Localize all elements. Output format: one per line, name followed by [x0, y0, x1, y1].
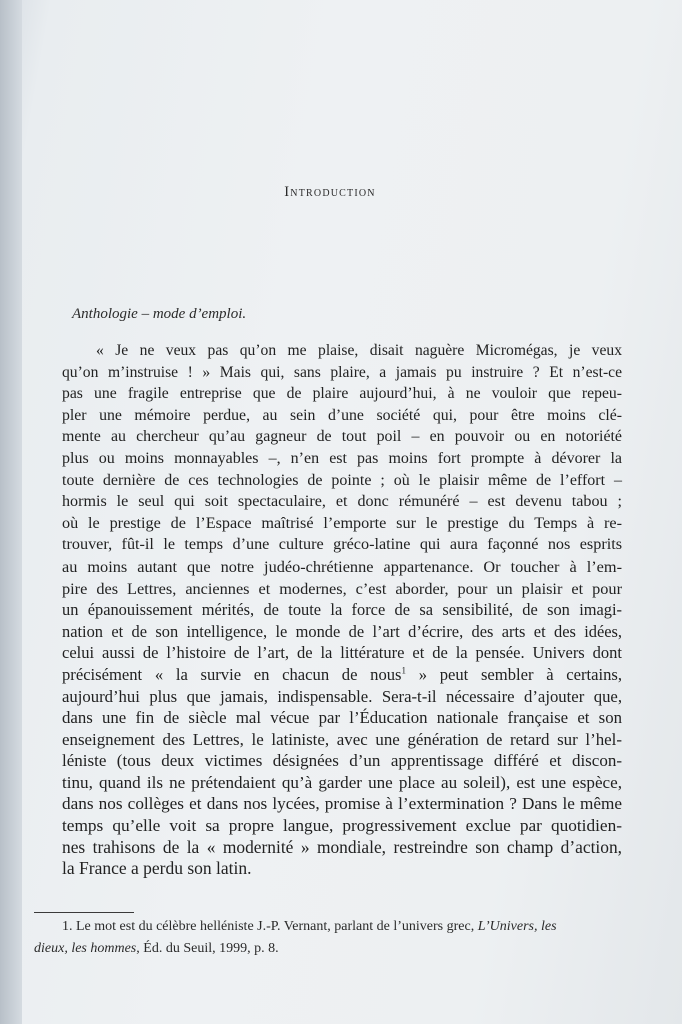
- footnote-ref: 1: [401, 665, 407, 676]
- text-line: [62, 664, 622, 686]
- page-gutter-shadow: [0, 0, 22, 1024]
- text-line: toute dernière de ces technologies de pointe ; où le plaisir même de l’effort –: [62, 471, 622, 489]
- chapter-heading: Introduction: [284, 184, 376, 200]
- text-segment: précisément « la survie en chacun de nous: [62, 664, 402, 684]
- section-subheading: Anthologie – mode d’emploi.: [72, 306, 247, 322]
- text-line: aujourd’hui plus que jamais, indispensable. Sera-t-il nécessaire d’ajouter que,: [62, 686, 622, 706]
- text-line: celui aussi de l’histoire de l’art, de la littérature et de la pensée. Univers dont: [62, 643, 622, 663]
- footnote-separator: [34, 912, 134, 913]
- footnote-book-title: dieux, les hommes: [34, 941, 137, 956]
- text-line: léniste (tous deux victimes désignées d’un apprentissage différé et discon-: [62, 751, 622, 771]
- text-line: pas une fragile entreprise que de plaire aujourd’hui, à ne vouloir que repeu-: [62, 385, 622, 403]
- footnote-marker: 1.: [62, 919, 73, 934]
- footnote-book-title: L’Univers, les: [477, 919, 557, 934]
- text-line: où le prestige de l’Espace maîtrisé l’emporte sur le prestige du Temps à re-: [62, 513, 622, 532]
- text-line: « Je ne veux pas qu’on me plaise, disait naguère Micromégas, je veux: [96, 342, 622, 359]
- footnote-text: Le mot est du célèbre helléniste J.-P. Vernant, parlant de l’univers grec,: [72, 919, 478, 934]
- text-line: dans une fin de siècle mal vécue par l’Éducation nationale française et son: [62, 708, 622, 728]
- text-line: nation et de son intelligence, le monde de l’art d’écrire, des arts et des idées,: [62, 621, 622, 641]
- text-line: tinu, quand ils ne prétendaient qu’à garder une place au soleil), est une espèce,: [62, 772, 622, 792]
- text-line: plus ou moins monnayables –, n’en est pas moins fort prompte à dévorer la: [62, 449, 622, 467]
- text-line: pire des Lettres, anciennes et modernes, c’est aborder, pour un plaisir et pour: [62, 578, 622, 598]
- text-line: mente au chercheur qu’au gagneur de tout poil – en pouvoir ou en notoriété: [62, 428, 622, 446]
- text-line: un épanouissement mérités, de toute la force de sa sensibilité, de son imagi-: [62, 600, 622, 620]
- text-line: hormis le seul qui soit spectaculaire, et donc rémunéré – est devenu tabou ;: [62, 493, 622, 511]
- footnote-text: , Éd. du Seuil, 1999, p. 8.: [136, 941, 279, 956]
- text-line: nes trahisons de la « modernité » mondiale, restreindre son champ d’action,: [62, 836, 622, 857]
- text-line: trouver, fût-il le temps d’une culture gréco-latine qui aura façonné nos esprits: [62, 535, 622, 554]
- text-line: pler une mémoire perdue, au sein d’une société qui, pour être moins clé-: [62, 406, 622, 424]
- text-line: dans nos collèges et dans nos lycées, promise à l’extermination ? Dans le même: [62, 794, 622, 814]
- text-line: temps qu’elle voit sa propre langue, progressivement exclue par quotidien-: [62, 816, 622, 836]
- text-line: qu’on m’instruise ! » Mais qui, sans plaire, a jamais pu instruire ? Et n’est-ce: [62, 363, 622, 381]
- footnote-line: [34, 916, 646, 938]
- text-segment: » peut sembler à certains,: [406, 664, 622, 684]
- body-paragraph: [62, 340, 622, 880]
- footnote: [34, 916, 646, 960]
- text-line: enseignement des Lettres, le latiniste, avec une génération de retard sur l’hel-: [62, 729, 622, 749]
- text-line: au moins autant que notre judéo-chrétienne appartenance. Or toucher à l’em-: [62, 556, 622, 576]
- text-line: la France a perdu son latin.: [62, 858, 252, 879]
- footnote-line: [34, 938, 646, 960]
